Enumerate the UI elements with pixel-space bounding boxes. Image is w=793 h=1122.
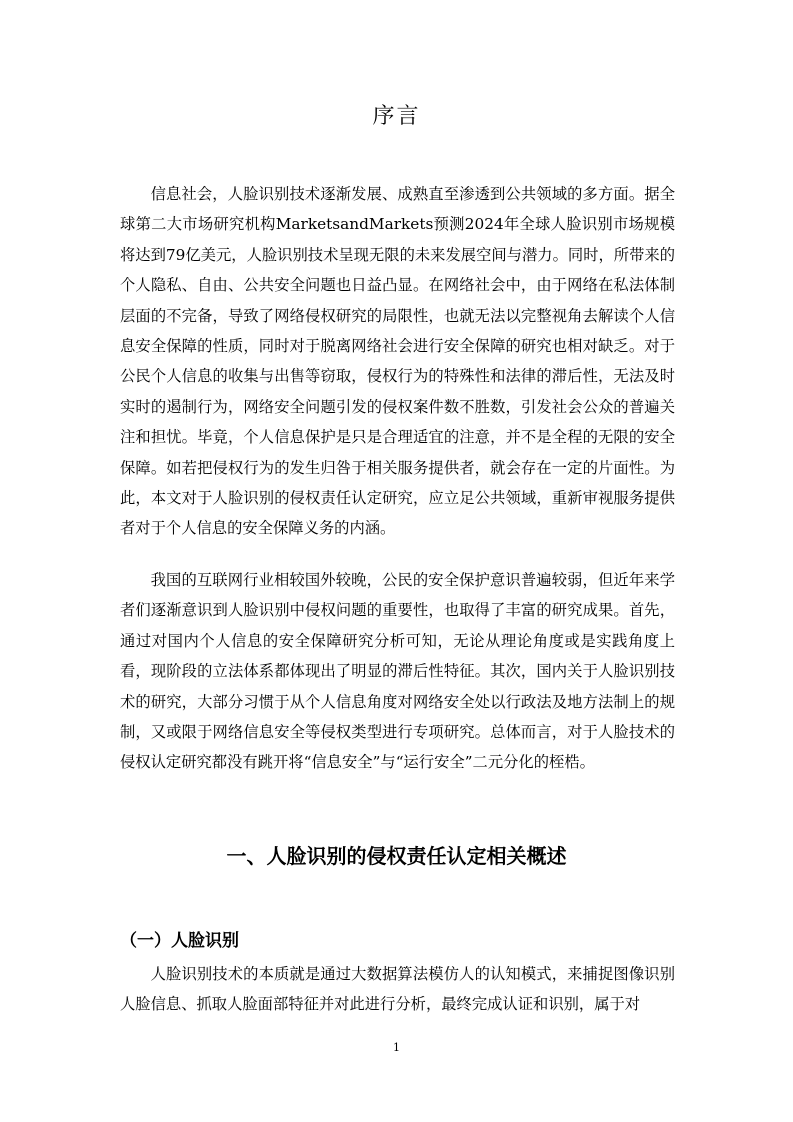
- preface-paragraph-1: [120, 179, 675, 544]
- paragraph-text: 人脸识别技术的本质就是通过大数据算法模仿人的认知模式，来捕捉图像识别人脸信息、抓取人脸面部特征并对此进行分析，最终完成认证和识别，属于对: [120, 965, 675, 1014]
- section-heading: （一）人脸识别: [120, 931, 239, 951]
- chapter-heading: 一、人脸识别的侵权责任认定相关概述: [226, 844, 567, 868]
- section-paragraph: [120, 959, 675, 1020]
- page-number: 1: [393, 1041, 400, 1054]
- preface-title: 序言: [372, 104, 421, 129]
- paragraph-text: 信息社会，人脸识别技术逐渐发展、成熟直至渗透到公共领域的多方面。据全球第二大市场研究机构MarketsandMarkets预测2024年全球人脸识别市场规模将达到79亿美元，人脸识别技术呈现无限的未来发展空间与潜力。同时，所带来的个人隐私、自由、公共安全问题也日益凸显。在网络社会中，由于网络在私法体制层面的不完备，导致了网络侵权研究的局限性，也就无法以完整视角去解读个人信息安全保障的性质，同时对于脱离网络社会进行安全保障的研究也相对缺乏。对于公民个人信息的收集与出售等窃取，侵权行为的特殊性和法律的滞后性，无法及时实时的遏制行为，网络安全问题引发的侵权案件数不胜数，引发社会公众的普遍关注和担忧。毕竟，个人信息保护是只是合理适宜的注意，并不是全程的无限的安全保障。如若把侵权行为的发生归咎于相关服务提供者，就会存在一定的片面性。为此，本文对于人脸识别的侵权责任认定研究，应立足公共领域，重新审视服务提供者对于个人信息的安全保障义务的内涵。: [120, 185, 675, 538]
- preface-paragraph-2: [120, 565, 675, 778]
- paragraph-text: 我国的互联网行业相较国外较晚，公民的安全保护意识普遍较弱，但近年来学者们逐渐意识到人脸识别中侵权问题的重要性，也取得了丰富的研究成果。首先，通过对国内个人信息的安全保障研究分析可知，无论从理论角度或是实践角度上看，现阶段的立法体系都体现出了明显的滞后性特征。其次，国内关于人脸识别技术的研究，大部分习惯于从个人信息角度对网络安全处以行政法及地方法制上的规制，又或限于网络信息安全等侵权类型进行专项研究。总体而言，对于人脸技术的侵权认定研究都没有跳开将“信息安全”与“运行安全”二元分化的桎梏。: [120, 571, 675, 772]
